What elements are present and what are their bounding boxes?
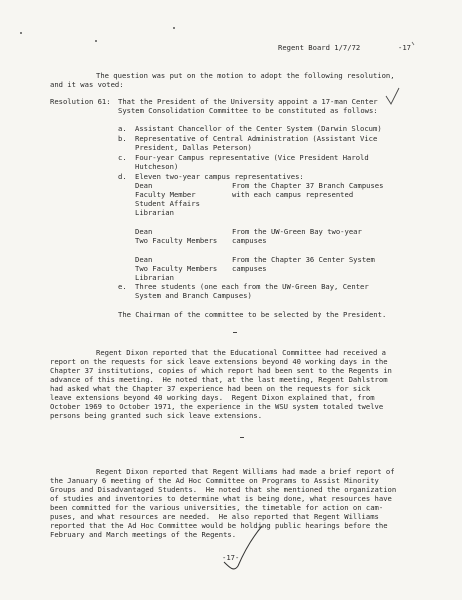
item-text: Representative of Central Administration (Assistant Vice [135,134,378,143]
group-left: Librarian [135,208,174,217]
item-marker: d. [118,172,127,181]
paragraph-line: report on the requests for sick leave extensions beyond 40 working days in the [50,357,388,366]
item-marker: b. [118,134,127,143]
paragraph-line: Groups and Disadvantaged Students. He noted that she mentioned the organization [50,485,397,494]
resolution-line: That the President of the University appoint a 17-man Center [118,97,378,106]
group-right: From the Chapter 36 Center System [232,255,375,264]
speck-mark [173,27,175,29]
group-left: Faculty Member [135,190,196,199]
item-text: System and Branch Campuses) [135,291,252,300]
paragraph-line: of studies and inventories to determine what is being done, what resources have [50,494,392,503]
paragraph-line: the January 6 meeting of the Ad Hoc Committee on Programs to Assist Minority [50,476,379,485]
checkmark-icon [386,88,399,104]
group-left: Student Affairs [135,199,200,208]
group-left: Dean [135,255,153,264]
header-title: Regent Board 1/7/72 [278,43,361,52]
paragraph-line: leave extensions beyond 40 working days. Regent Dixon explained that, from [50,393,375,402]
paragraph-line: been committed for the various universities, the timetable for action on cam- [50,503,384,512]
paragraph-line: reported that the Ad Hoc Committee would be holding public hearings before the [50,521,388,530]
resolution-label: Resolution 61: [50,97,111,106]
paragraph-line: Chapter 37 institutions, copies of which report had been sent to the Regents in [50,366,392,375]
speck-mark [20,32,22,34]
resolution-line: System Consolidation Committee to be constituted as follows: [118,106,378,115]
group-right: From the UW-Green Bay two-year [232,227,362,236]
chairman-line: The Chairman of the committee to be selected by the President. [118,310,387,319]
paragraph-line: advance of this meeting. He noted that, at the last meeting, Regent Dahlstrom [50,375,388,384]
intro-line: The question was put on the motion to adopt the following resolution, [96,71,395,80]
group-right: campuses [232,264,267,273]
item-text: Assistant Chancellor of the Center System (Darwin Slocum) [135,124,382,133]
group-right: From the Chapter 37 Branch Campuses [232,181,384,190]
section-divider [233,332,237,333]
group-left: Two Faculty Members [135,264,218,273]
speck-mark [412,42,414,45]
group-left: Dean [135,227,153,236]
group-right: with each campus represented [232,190,354,199]
speck-mark [95,40,97,42]
item-marker: e. [118,282,127,291]
item-text: President, Dallas Peterson) [135,143,252,152]
paragraph-line: October 1969 to October 1971, the experience in the WSU system totaled twelve [50,402,384,411]
paragraph-line: puses, and what resources are needed. He also reported that Regent Williams [50,512,379,521]
item-text: Three students (one each from the UW-Green Bay, Center [135,282,369,291]
paragraph-line: persons being granted such sick leave extensions. [50,411,263,420]
item-text: Hutcheson) [135,162,179,171]
item-marker: a. [118,124,127,133]
header-page-number: -17 [398,43,411,52]
intro-line: and it was voted: [50,80,124,89]
item-text: Four-year Campus representative (Vice President Harold [135,153,369,162]
paragraph-line: February and March meetings of the Regents. [50,530,237,539]
paragraph-line: Regent Dixon reported that Regent Williams had made a brief report of [96,467,395,476]
item-marker: c. [118,153,127,162]
group-left: Librarian [135,273,174,282]
group-right: campuses [232,236,267,245]
footer-page-mark: -17- [222,553,240,562]
group-left: Two Faculty Members [135,236,218,245]
paragraph-line: had asked what the Chapter 37 experience had been on the requests for sick [50,384,371,393]
section-divider [240,437,244,438]
item-text: Eleven two-year campus representatives: [135,172,304,181]
group-left: Dean [135,181,153,190]
paragraph-line: Regent Dixon reported that the Educational Committee had received a [96,348,386,357]
